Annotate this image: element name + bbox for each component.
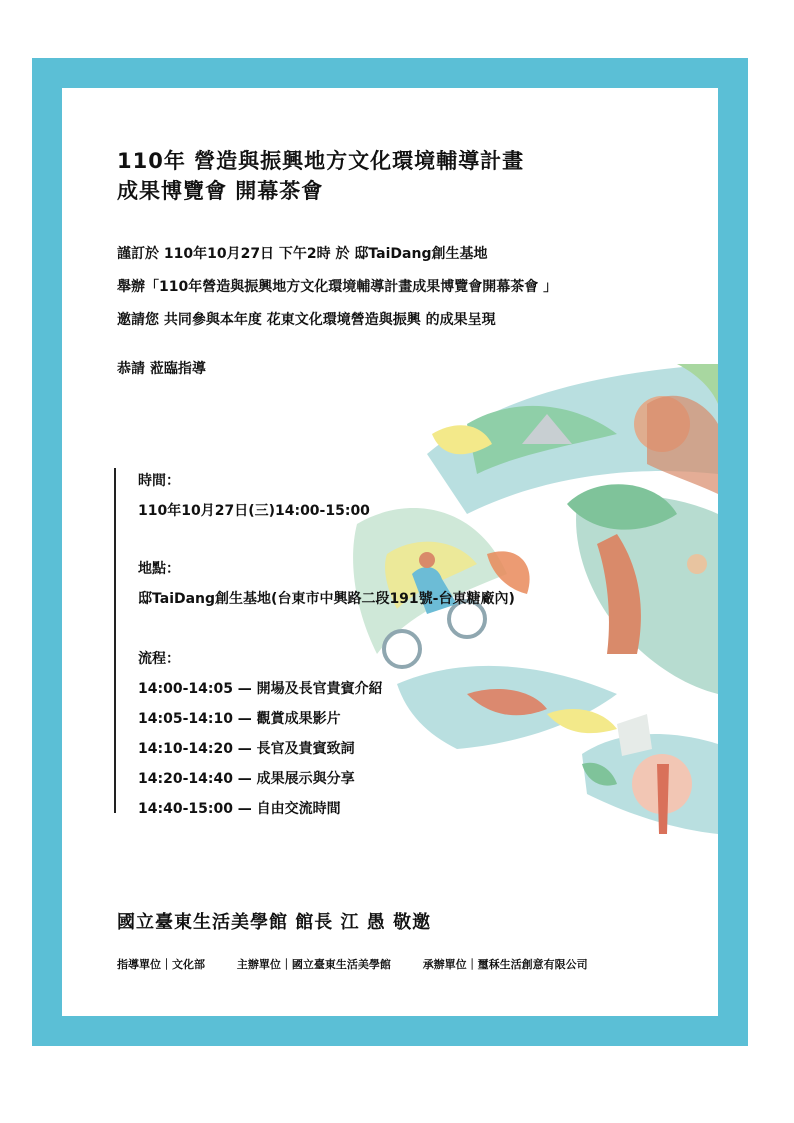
- schedule-label: 流程：: [138, 651, 180, 667]
- schedule-item: 14:10-14:20 — 長官及貴賓致詞: [138, 741, 355, 757]
- page-title: [117, 146, 524, 206]
- regards-text: 恭請 蒞臨指導: [117, 361, 206, 377]
- host-signature: 國立臺東生活美學館 館長 江 愚 敬邀: [117, 912, 432, 933]
- illustration-lower-yellow: [547, 709, 617, 733]
- schedule-item: 14:20-14:40 — 成果展示與分享: [138, 771, 355, 787]
- illustration-bottom-stem: [657, 764, 669, 834]
- time-value: 110年10月27日(三)14:00-15:00: [138, 503, 370, 519]
- invitation-card: [62, 88, 718, 1016]
- schedule-item: 14:05-14:10 — 觀賞成果影片: [138, 711, 341, 727]
- illustration-figure-head: [687, 554, 707, 574]
- intro-line-3: 邀請您 共同參與本年度 花東文化環境營造與振興 的成果呈現: [117, 312, 496, 328]
- schedule-item: 14:00-14:05 — 開場及長官貴賓介紹: [138, 681, 383, 697]
- organizers: [117, 956, 616, 972]
- supervisor-unit: 指導單位｜文化部: [117, 958, 205, 971]
- location-label: 地點：: [138, 561, 180, 577]
- executor-unit: 承辦單位｜璽秝生活創意有限公司: [422, 958, 588, 971]
- illustration-figure-body: [647, 396, 718, 494]
- illustration-bottom-box: [617, 714, 652, 756]
- intro-text: [117, 238, 557, 337]
- title-line-1: 110年 營造與振興地方文化環境輔導計畫: [117, 149, 525, 173]
- schedule-item: 14:40-15:00 — 自由交流時間: [138, 801, 341, 817]
- time-label: 時間：: [138, 473, 180, 489]
- organizer-unit: 主辦單位｜國立臺東生活美學館: [236, 958, 391, 971]
- intro-line-2: 舉辦「110年營造與振興地方文化環境輔導計畫成果博覽會開幕茶會 」: [117, 279, 558, 295]
- title-line-2: 成果博覽會 開幕茶會: [117, 179, 324, 203]
- intro-line-1: 謹訂於 110年10月27日 下午2時 於 邸TaiDang創生基地: [117, 246, 488, 262]
- event-details: [114, 468, 515, 817]
- location-value: 邸TaiDang創生基地(台東市中興路二段191號-台東糖廠內): [138, 591, 515, 607]
